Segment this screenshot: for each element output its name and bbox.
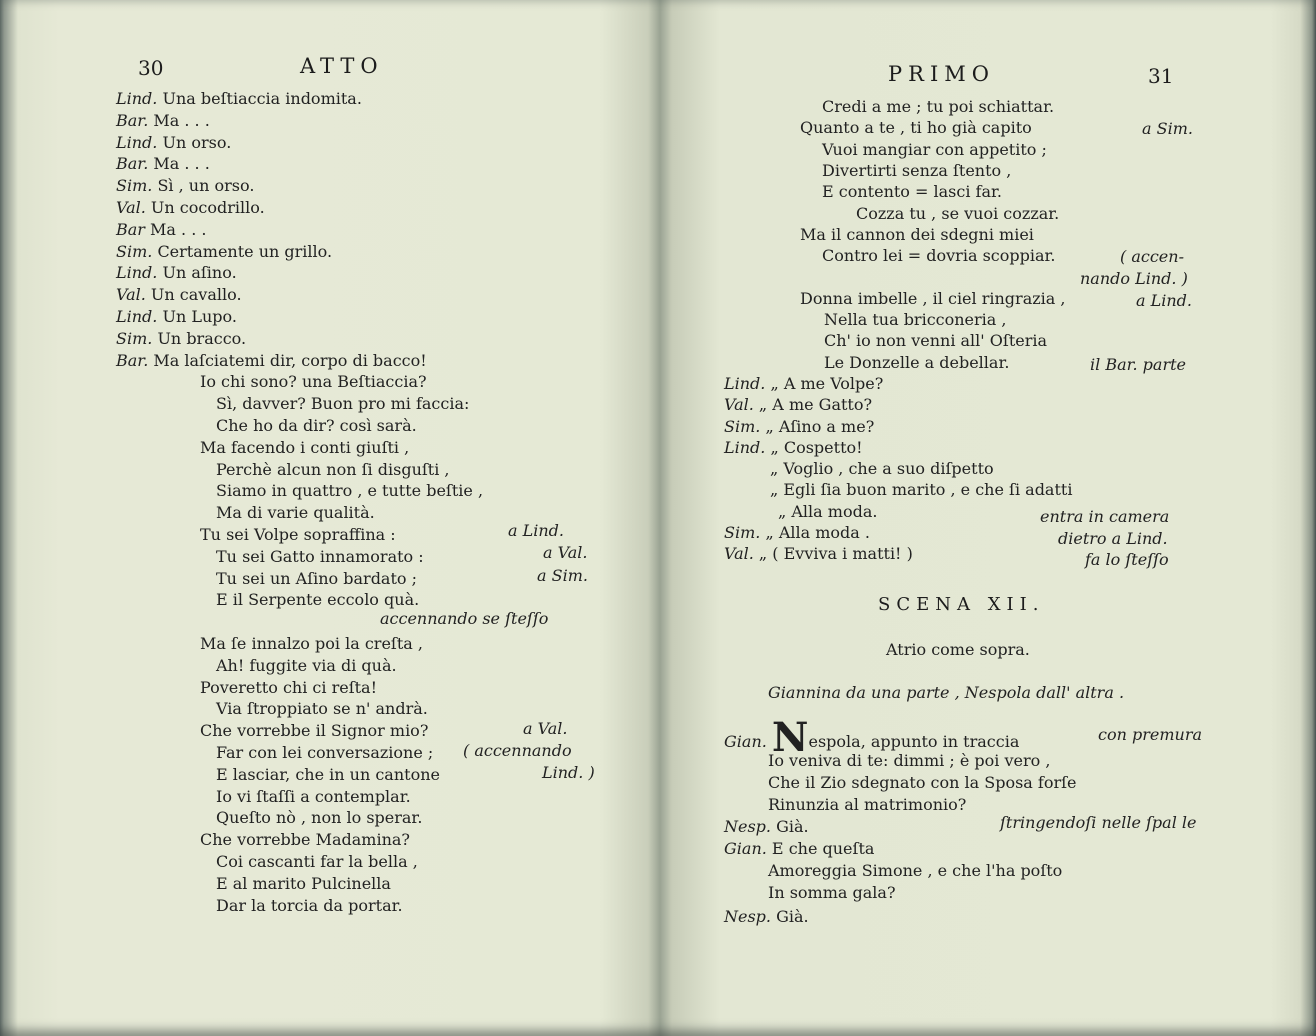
line-text: Un Lupo.: [162, 307, 237, 326]
speaker-name: Val.: [724, 544, 754, 564]
verse-line: [216, 851, 418, 873]
scene-characters: Giannina da una parte , Nespola dall' altra .: [768, 683, 1125, 702]
verse-line: [216, 655, 397, 677]
verse-line: [216, 786, 411, 808]
line-text: In somma gala?: [768, 883, 896, 902]
verse-line: [824, 352, 1009, 374]
verse-line: [116, 110, 210, 132]
stage-direction: con premura: [1098, 725, 1203, 744]
line-text: Divertirti senza ſtento ,: [822, 160, 1012, 180]
verse-line: [724, 394, 872, 416]
verse-line: [800, 224, 1034, 246]
line-text: E lasciar, che in un cantone: [216, 764, 440, 784]
speaker-name: Val.: [724, 395, 754, 415]
line-text: „ Cospetto!: [770, 437, 863, 457]
line-text: „ Egli ſia buon marito , e che ſi adatti: [770, 480, 1073, 500]
line-text: Io chi sono? una Beſtiaccia?: [200, 372, 427, 392]
verse-line: [116, 153, 210, 175]
line-text: Un aſino.: [162, 263, 237, 283]
line-text: Un cavallo.: [150, 285, 242, 305]
scene-setting: Atrio come sopra.: [886, 640, 1030, 659]
verse-line: [200, 720, 428, 742]
line-text: Tu sei Volpe sopraffina :: [200, 525, 396, 544]
speaker-name: Bar.: [116, 110, 149, 130]
speaker-name: Nesp.: [724, 907, 772, 926]
line-text: Ma . . .: [153, 110, 210, 130]
dialogue-line: [724, 816, 809, 838]
verse-line: [822, 160, 1011, 182]
stage-direction: a Lind.: [1136, 291, 1192, 310]
line-text: Le Donzelle a debellar.: [824, 352, 1010, 372]
speaker-name: Sim.: [724, 523, 761, 542]
dialogue-line: [768, 794, 966, 816]
running-header: ATTO: [300, 54, 384, 78]
line-text: „ A me Volpe?: [770, 373, 884, 393]
verse-line: [200, 437, 409, 459]
stage-direction: il Bar. parte: [1090, 355, 1187, 374]
dialogue-line: [724, 906, 809, 928]
verse-line: [856, 203, 1059, 225]
page-number: 30: [138, 56, 164, 80]
stage-direction: ( accen-: [1120, 247, 1184, 266]
line-text: Che ho da dir? così sarà.: [216, 416, 417, 435]
verse-line: [216, 764, 440, 786]
line-text: Ma ſe innalzo poi la creſta ,: [200, 634, 423, 653]
line-text: Ma . . .: [150, 219, 207, 239]
line-text: Già.: [776, 907, 809, 926]
verse-line: [800, 117, 1032, 139]
stage-direction: a Val.: [523, 719, 568, 738]
verse-line: [116, 219, 206, 241]
line-text: Io veniva di te: dimmi ; è poi vero ,: [768, 751, 1051, 770]
speaker-name: Bar: [116, 219, 145, 239]
stage-direction: fa lo ſteſſo: [1085, 550, 1169, 569]
dialogue-line: [724, 838, 874, 860]
line-text: „ Voglio , che a suo diſpetto: [770, 459, 994, 479]
stage-direction: nando Lind. ): [1080, 269, 1188, 288]
dialogue-line: [768, 772, 1077, 794]
verse-line: [824, 330, 1047, 352]
verse-line: [200, 633, 423, 655]
verse-line: [116, 175, 254, 197]
line-text: Donna imbelle , il ciel ringrazia ,: [800, 288, 1066, 308]
verse-line: [216, 546, 424, 568]
right-page: [660, 0, 1316, 1036]
line-text: Quanto a te , ti ho già capito: [800, 118, 1032, 138]
line-text: Via ſtroppiato se n' andrà.: [216, 699, 428, 719]
speaker-name: Val.: [116, 285, 146, 305]
verse-line: [216, 873, 391, 895]
speaker-name: Gian.: [724, 732, 767, 751]
line-text: Ah! fuggite via di quà.: [216, 655, 397, 675]
verse-line: [822, 245, 1055, 267]
verse-line: [824, 309, 1007, 331]
speaker-name: Lind.: [116, 89, 158, 108]
speaker-name: Bar.: [116, 350, 149, 370]
verse-line: [216, 480, 483, 502]
line-text: Amoreggia Simone , e che l'ha poſto: [768, 861, 1063, 880]
line-text: „ Alla moda .: [765, 523, 870, 542]
line-text: Che vorrebbe Madamina?: [200, 830, 410, 850]
stage-direction: accennando se ſteſſo: [380, 609, 549, 628]
verse-line: [822, 139, 1047, 161]
line-text: „ Alla moda.: [778, 501, 878, 521]
stage-direction: Lind. ): [542, 763, 595, 782]
line-text: Cozza tu , se vuoi cozzar.: [856, 203, 1060, 223]
verse-line: [216, 698, 428, 720]
line-text: Che il Zio sdegnato con la Sposa forſe: [768, 773, 1077, 792]
line-text: Ma . . .: [153, 154, 210, 174]
drop-cap: N: [771, 714, 809, 761]
line-text: Ma laſciatemi dir, corpo di bacco!: [153, 350, 427, 370]
stage-direction: ſtringendoſi nelle ſpal le: [1000, 813, 1197, 832]
speaker-name: Bar.: [116, 154, 149, 174]
stage-direction: a Sim.: [537, 566, 588, 585]
line-text: Nella tua bricconeria ,: [824, 310, 1007, 329]
line-text: E che queſta: [771, 839, 875, 858]
speaker-name: Lind.: [116, 132, 158, 152]
line-text: Perchè alcun non ſi disguſti ,: [216, 459, 450, 479]
verse-line: [216, 742, 433, 764]
line-text: Certamente un grillo.: [157, 241, 333, 261]
verse-line: [724, 543, 913, 565]
verse-line: [724, 416, 874, 438]
verse-line: [116, 350, 427, 372]
speaker-name: Lind.: [724, 373, 766, 393]
speaker-name: Lind.: [724, 437, 766, 457]
verse-line: [724, 373, 883, 395]
verse-line: [116, 132, 231, 154]
line-text: Poveretto chi ci reſta!: [200, 677, 378, 697]
verse-line: [216, 415, 417, 437]
verse-line: [200, 829, 410, 851]
line-text: Ma di varie qualità.: [216, 503, 375, 523]
speaker-name: Sim.: [724, 416, 761, 436]
line-text: Contro lei = dovria scoppiar.: [822, 246, 1056, 266]
verse-line: [216, 459, 450, 481]
verse-line: [116, 284, 242, 306]
speaker-name: Sim.: [116, 241, 153, 261]
dialogue-line: [768, 882, 896, 904]
verse-line: [116, 197, 265, 219]
page-number: 31: [1148, 64, 1174, 88]
line-text: „ ( Evviva i matti! ): [758, 544, 913, 564]
line-text: espola, appunto in traccia: [808, 732, 1020, 751]
line-text: Una beſtiaccia indomita.: [162, 89, 362, 108]
verse-line: [200, 371, 427, 393]
line-text: Un cocodrillo.: [150, 198, 265, 217]
verse-line: [116, 262, 237, 284]
speaker-name: Lind.: [116, 307, 158, 326]
line-text: E il Serpente eccolo quà.: [216, 590, 420, 610]
verse-line: [822, 181, 1002, 203]
speaker-name: Sim.: [116, 328, 153, 348]
stage-direction: dietro a Lind.: [1058, 529, 1168, 548]
dialogue-line: [768, 860, 1062, 882]
speaker-name: Nesp.: [724, 817, 772, 836]
verse-line: [216, 393, 469, 415]
line-text: Sì, davver? Buon pro mi faccia:: [216, 394, 470, 414]
line-text: Queſto nò , non lo sperar.: [216, 808, 423, 828]
line-text: Che vorrebbe il Signor mio?: [200, 721, 429, 741]
speaker-name: Gian.: [724, 839, 767, 858]
dialogue-line: [724, 714, 1020, 761]
dialogue-line: [768, 750, 1050, 772]
verse-line: [116, 241, 332, 263]
verse-line: [822, 96, 1054, 118]
speaker-name: Sim.: [116, 176, 153, 196]
verse-line: [800, 288, 1065, 310]
verse-line: [200, 677, 377, 699]
verse-line: [216, 807, 422, 829]
verse-line: [216, 502, 375, 524]
line-text: Coi cascanti far la bella ,: [216, 852, 418, 871]
verse-line: [216, 895, 403, 917]
line-text: Un orso.: [162, 132, 232, 152]
verse-line: [116, 88, 362, 110]
line-text: Ma facendo i conti giuſti ,: [200, 437, 410, 457]
line-text: Dar la torcia da portar.: [216, 895, 403, 915]
stage-direction: ( accennando: [463, 741, 572, 760]
stage-direction: a Lind.: [508, 521, 564, 540]
scene-title: SCENA XII.: [878, 594, 1045, 615]
verse-line: [116, 328, 246, 350]
line-text: E al marito Pulcinella: [216, 873, 391, 893]
verse-line: [724, 522, 870, 544]
line-text: Credi a me ; tu poi schiattar.: [822, 97, 1055, 116]
line-text: Già.: [776, 817, 809, 836]
line-text: Far con lei conversazione ;: [216, 743, 434, 762]
speaker-name: Lind.: [116, 263, 158, 283]
line-text: Ch' io non venni all' Oſteria: [824, 331, 1048, 351]
line-text: Rinunzia al matrimonio?: [768, 795, 967, 814]
verse-line: [770, 479, 1072, 501]
stage-direction: a Sim.: [1142, 119, 1193, 138]
speaker-name: Val.: [116, 198, 146, 217]
line-text: Sì , un orso.: [157, 176, 255, 196]
verse-line: [200, 524, 396, 546]
verse-line: [770, 458, 994, 480]
stage-direction: entra in camera: [1040, 507, 1170, 526]
line-text: „ Aſino a me?: [765, 416, 875, 436]
line-text: Tu sei un Aſino bardato ;: [216, 568, 418, 588]
line-text: Vuoi mangiar con appetito ;: [822, 139, 1047, 159]
running-header: PRIMO: [888, 62, 995, 86]
verse-line: [724, 437, 863, 459]
verse-line: [216, 568, 417, 590]
verse-line: [778, 501, 877, 523]
verse-line: [116, 306, 237, 328]
line-text: Siamo in quattro , e tutte beſtie ,: [216, 481, 484, 501]
line-text: Un bracco.: [157, 328, 247, 348]
line-text: Io vi ſtaſſi a contemplar.: [216, 786, 411, 806]
line-text: E contento = lasci far.: [822, 182, 1002, 202]
stage-direction: a Val.: [543, 543, 588, 562]
line-text: Tu sei Gatto innamorato :: [216, 546, 424, 566]
line-text: Ma il cannon dei sdegni miei: [800, 224, 1034, 244]
line-text: „ A me Gatto?: [758, 395, 873, 415]
